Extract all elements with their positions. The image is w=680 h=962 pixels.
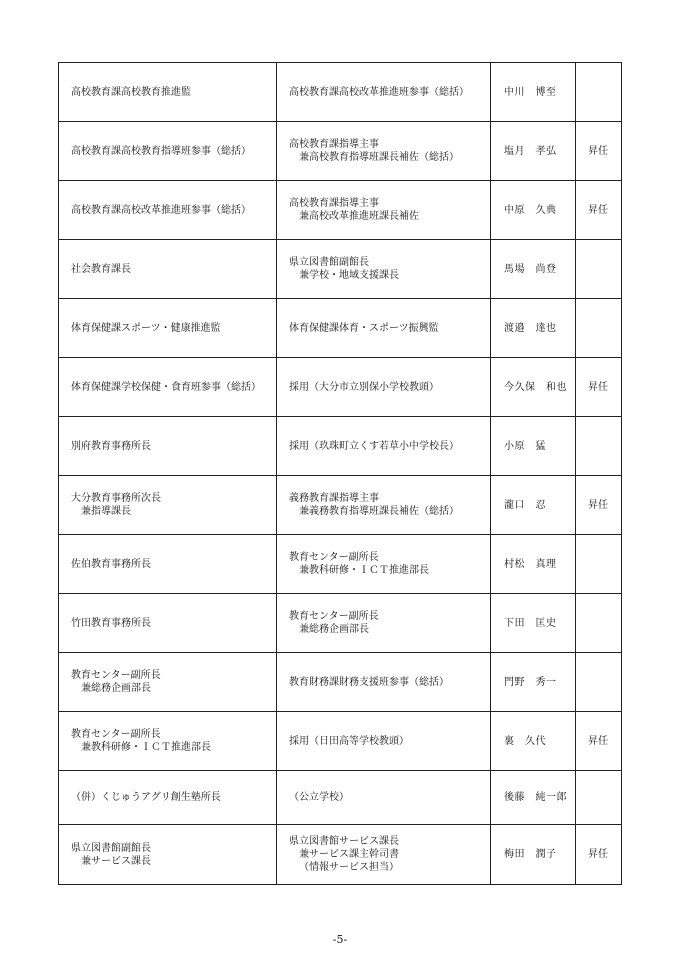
old-post-cell (277, 358, 491, 417)
old-post-cell-line: 県立図書館サービス課長 (289, 836, 399, 847)
old-post-cell (277, 825, 491, 885)
person-name-cell: 塩月 孝弘 (491, 122, 576, 181)
old-post-cell-line: 採用（日田高等学校教頭） (289, 735, 409, 747)
old-post-cell-line: 義務教育課指導主事 (289, 493, 379, 504)
old-post-cell-line: 教育センター副所長 (289, 552, 379, 563)
person-name-cell: 梅田 潤子 (491, 825, 576, 885)
new-post-cell-line: 兼教科研修・ＩＣＴ推進部長 (81, 742, 211, 753)
new-post-cell-line: 大分教育事務所次長 (71, 493, 161, 504)
new-post-cell (59, 712, 277, 771)
table-row (59, 535, 622, 594)
new-post-cell (59, 653, 277, 712)
new-post-cell-line: 竹田教育事務所長 (71, 617, 151, 629)
new-post-cell-line: 高校教育課高校教育指導班参事（総括） (71, 145, 251, 157)
new-post-cell (59, 63, 277, 122)
old-post-cell-line: 体育保健課体育・スポーツ振興監 (289, 322, 439, 334)
old-post-cell-line: 兼サービス課主幹司書 (299, 849, 399, 860)
old-post-cell-line: 兼義務教育指導班課長補佐（総括） (299, 506, 459, 517)
new-post-cell (59, 417, 277, 476)
personnel-table-body (59, 63, 622, 885)
person-name-cell: 中川 博至 (491, 63, 576, 122)
promotion-note-cell (576, 653, 622, 712)
old-post-cell-line: 高校教育課指導主事 (289, 139, 379, 150)
table-row (59, 358, 622, 417)
new-post-cell (59, 594, 277, 653)
new-post-cell (59, 299, 277, 358)
old-post-cell-line: （情報サービス担当） (299, 862, 399, 873)
promotion-note-cell: 昇任 (576, 712, 622, 771)
new-post-cell-line: 別府教育事務所長 (71, 440, 151, 452)
new-post-cell (59, 476, 277, 535)
table-row (59, 712, 622, 771)
old-post-cell-line: 教育財務課財務支援班参事（総括） (289, 676, 449, 688)
table-row (59, 122, 622, 181)
old-post-cell-line: （公立学校） (289, 792, 349, 803)
person-name-cell: 裏 久代 (491, 712, 576, 771)
promotion-note-cell: 昇任 (576, 122, 622, 181)
promotion-note-cell (576, 594, 622, 653)
new-post-cell-line: 兼指導課長 (81, 506, 131, 517)
new-post-cell-line: 体育保健課スポーツ・健康推進監 (71, 322, 221, 334)
table-row (59, 594, 622, 653)
table-row (59, 771, 622, 825)
promotion-note-cell (576, 240, 622, 299)
person-name-cell: 今久保 和也 (491, 358, 576, 417)
old-post-cell-line: 兼教科研修・ＩＣＴ推進部長 (299, 565, 429, 576)
table-row (59, 181, 622, 240)
old-post-cell-line: 高校教育課指導主事 (289, 198, 379, 209)
table-row (59, 240, 622, 299)
promotion-note-cell (576, 535, 622, 594)
promotion-note-cell (576, 299, 622, 358)
person-name-cell: 門野 秀一 (491, 653, 576, 712)
table-row (59, 653, 622, 712)
table-row (59, 417, 622, 476)
page-number: -5- (332, 933, 348, 946)
old-post-cell (277, 299, 491, 358)
new-post-cell (59, 535, 277, 594)
person-name-cell: 村松 真理 (491, 535, 576, 594)
old-post-cell-line: 県立図書館副館長 (289, 257, 369, 268)
new-post-cell (59, 181, 277, 240)
new-post-cell-line: 佐伯教育事務所長 (71, 558, 151, 570)
new-post-cell-line: 教育センター副所長 (71, 670, 161, 681)
old-post-cell (277, 122, 491, 181)
table-row (59, 63, 622, 122)
old-post-cell-line: 採用（玖珠町立くす若草小中学校長） (289, 440, 459, 452)
new-post-cell-line: （併）くじゅうアグリ創生塾所長 (71, 792, 221, 803)
person-name-cell: 後藤 純一郎 (491, 771, 576, 825)
person-name-cell: 渡邉 達也 (491, 299, 576, 358)
new-post-cell-line: 体育保健課学校保健・食育班参事（総括） (71, 381, 261, 393)
person-name-cell: 下田 匡史 (491, 594, 576, 653)
old-post-cell-line: 兼総務企画部長 (299, 624, 369, 635)
new-post-cell (59, 771, 277, 825)
old-post-cell (277, 417, 491, 476)
promotion-note-cell (576, 771, 622, 825)
table-row (59, 476, 622, 535)
promotion-note-cell: 昇任 (576, 181, 622, 240)
old-post-cell (277, 712, 491, 771)
new-post-cell-line: 社会教育課長 (71, 263, 131, 275)
old-post-cell (277, 63, 491, 122)
new-post-cell-line: 教育センター副所長 (71, 729, 161, 740)
new-post-cell-line: 兼総務企画部長 (81, 683, 151, 694)
new-post-cell (59, 240, 277, 299)
person-name-cell: 小原 猛 (491, 417, 576, 476)
old-post-cell-line: 兼高校改革推進班課長補佐 (299, 211, 419, 222)
new-post-cell (59, 358, 277, 417)
old-post-cell-line: 兼学校・地域支援課長 (299, 270, 399, 281)
new-post-cell-line: 高校教育課高校改革推進班参事（総括） (71, 204, 251, 216)
old-post-cell (277, 181, 491, 240)
new-post-cell-line: 県立図書館副館長 (71, 842, 151, 854)
new-post-cell-line: 高校教育課高校教育推進監 (71, 86, 191, 98)
table-row (59, 299, 622, 358)
person-name-cell: 馬場 尚登 (491, 240, 576, 299)
old-post-cell-line: 教育センター副所長 (289, 611, 379, 622)
promotion-note-cell (576, 63, 622, 122)
promotion-note-cell: 昇任 (576, 476, 622, 535)
new-post-cell-line: 兼サービス課長 (81, 855, 151, 867)
new-post-cell (59, 825, 277, 885)
old-post-cell (277, 240, 491, 299)
old-post-cell-line: 採用（大分市立別保小学校教頭） (289, 381, 439, 393)
old-post-cell (277, 771, 491, 825)
old-post-cell-line: 高校教育課高校改革推進班参事（総括） (289, 86, 469, 98)
old-post-cell (277, 594, 491, 653)
person-name-cell: 瀧口 忍 (491, 476, 576, 535)
table-row (59, 825, 622, 885)
old-post-cell (277, 535, 491, 594)
old-post-cell (277, 653, 491, 712)
promotion-note-cell (576, 417, 622, 476)
person-name-cell: 中原 久典 (491, 181, 576, 240)
old-post-cell-line: 兼高校教育指導班課長補佐（総括） (299, 152, 459, 163)
promotion-note-cell: 昇任 (576, 825, 622, 885)
personnel-table (58, 62, 622, 885)
new-post-cell (59, 122, 277, 181)
old-post-cell (277, 476, 491, 535)
promotion-note-cell: 昇任 (576, 358, 622, 417)
